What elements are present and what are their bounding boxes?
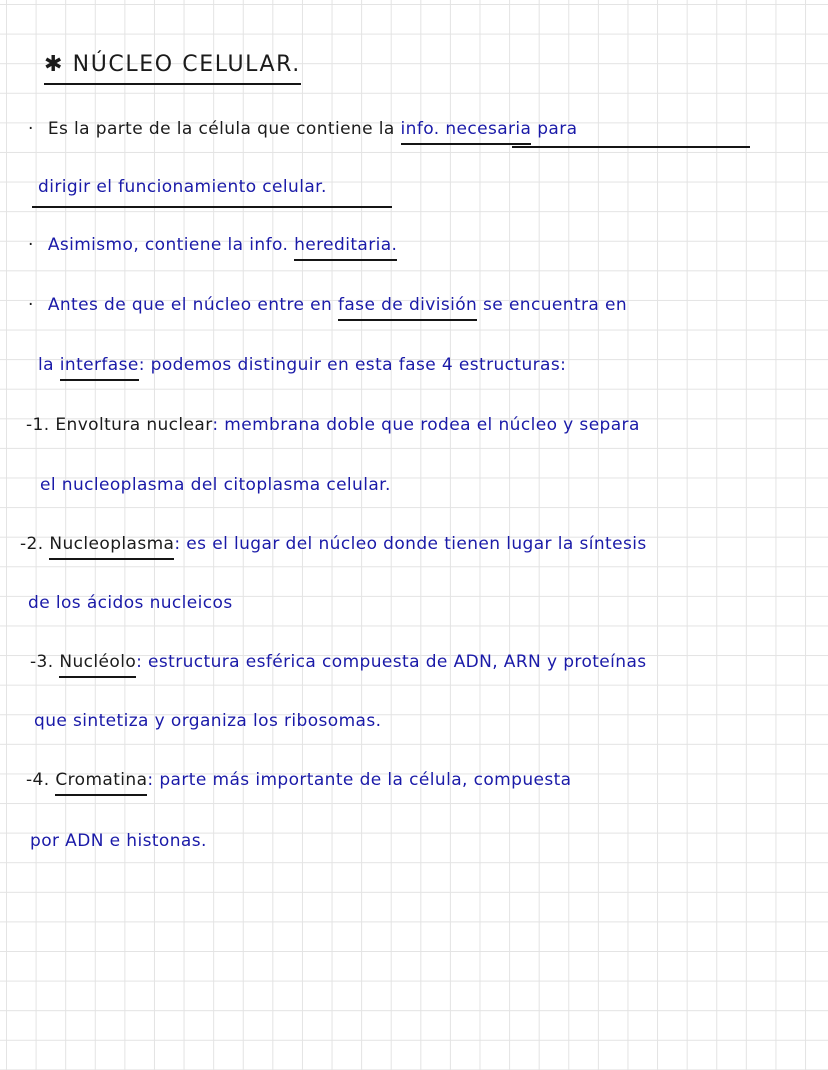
text-segment: : podemos distinguir en esta fase 4 estructuras: [138,355,567,375]
list-item [20,533,647,555]
page-title: NÚCLEO CELULAR. [72,52,301,77]
item-term: Nucleoplasma [49,534,174,560]
list-item [30,651,647,673]
item-term: Envoltura nuclear [55,415,213,435]
text-segment: Es la parte de la célula que contiene la [47,119,395,139]
list-item-continuation [28,592,233,614]
handwritten-underline [32,206,392,208]
item-term: Cromatina [55,770,147,796]
text-segment: se encuentra en [483,295,628,315]
paragraph-1-line-2 [38,176,327,198]
paragraph-3-line-2 [38,354,566,376]
list-item-continuation [40,474,391,496]
highlighted-term: fase de división [338,295,477,321]
bullet-icon: · [28,119,34,139]
item-term: Nucléolo [59,652,136,678]
list-item [26,769,572,791]
paragraph-3-line-1 [28,294,627,316]
bullet-icon: · [28,235,34,255]
asterisk-icon: ✱ [44,52,65,77]
handwritten-underline [512,146,750,148]
item-definition: que sintetiza y organiza los ribosomas. [34,711,382,731]
item-definition: por ADN e histonas. [30,831,207,851]
item-definition: de los ácidos nucleicos [28,593,233,613]
item-number: -4. [26,770,50,790]
item-number: -1. [26,415,50,435]
item-number: -3. [30,652,54,672]
text-segment: para [537,119,578,139]
list-item-continuation [34,710,381,732]
item-definition: : parte más importante de la célula, compuesta [147,770,572,790]
item-definition: : es el lugar del núcleo donde tienen lugar la síntesis [174,534,647,554]
highlighted-term: interfase [60,355,139,381]
item-definition: : membrana doble que rodea el núcleo y separa [212,415,640,435]
highlighted-term: info. necesaria [401,119,532,145]
highlighted-term: hereditaria. [294,235,397,261]
list-item [26,414,640,436]
text-segment: dirigir el funcionamiento celular. [38,177,327,197]
page-title-row [44,54,301,76]
text-segment: la [38,355,54,375]
list-item-continuation [30,830,207,852]
item-definition: : estructura esférica compuesta de ADN, ARN y proteínas [136,652,647,672]
item-definition: el nucleoplasma del citoplasma celular. [40,475,391,495]
item-number: -2. [20,534,44,554]
text-segment: Antes de que el núcleo entre en [47,295,333,315]
paragraph-1-line-1 [28,118,577,140]
page-title-underline-wrap [44,52,301,85]
bullet-icon: · [28,295,34,315]
text-segment: Asimismo, contiene la info. [47,235,289,255]
paragraph-2-line-1 [28,234,397,256]
